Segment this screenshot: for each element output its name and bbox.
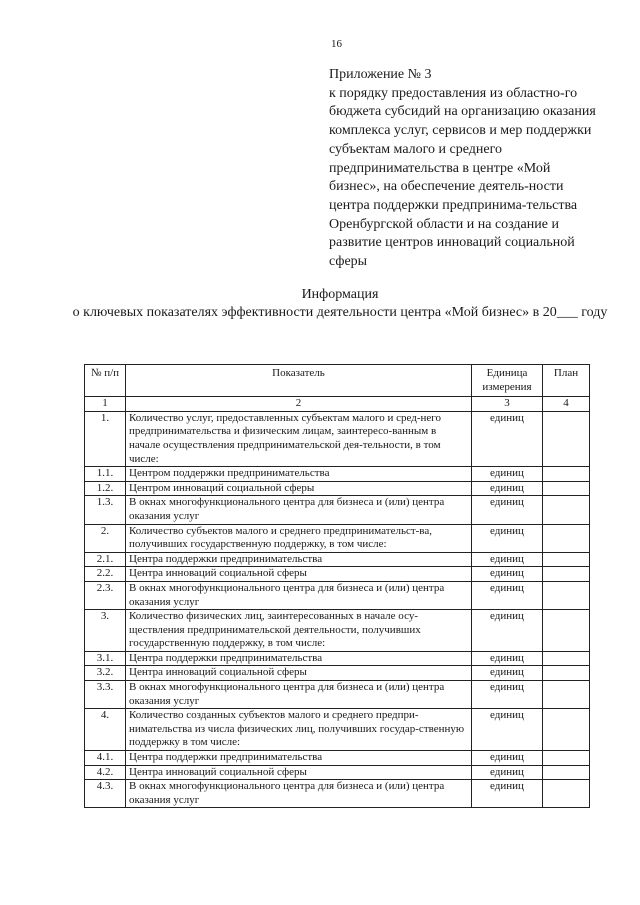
header-plan: План (543, 365, 590, 397)
row-plan (543, 610, 590, 652)
table-row (85, 666, 590, 681)
row-indicator: В окнах многофункционального центра для бизнеса и (или) центра оказания услуг (126, 681, 472, 709)
row-unit: единиц (472, 567, 543, 582)
row-plan (543, 411, 590, 466)
column-number-row (85, 397, 590, 412)
row-plan (543, 780, 590, 808)
row-indicator: Центром инноваций социальной сферы (126, 481, 472, 496)
row-plan (543, 467, 590, 482)
row-indicator: Количество субъектов малого и среднего предпринимательст-ва, получивших государственную поддержку, в том числе: (126, 524, 472, 552)
column-number: 3 (472, 397, 543, 412)
row-number: 1.1. (85, 467, 126, 482)
row-indicator: В окнах многофункционального центра для бизнеса и (или) центра оказания услуг (126, 581, 472, 609)
row-indicator: В окнах многофункционального центра для бизнеса и (или) центра оказания услуг (126, 780, 472, 808)
row-indicator: В окнах многофункционального центра для бизнеса и (или) центра оказания услуг (126, 496, 472, 524)
row-indicator: Количество услуг, предоставленных субъектам малого и сред-него предпринимательства и физическим лицам, заинтересо-ванным в начале осуществления предпринимательской дея-тельности, в том числе: (126, 411, 472, 466)
row-plan (543, 666, 590, 681)
row-number: 1.3. (85, 496, 126, 524)
row-unit: единиц (472, 681, 543, 709)
annex-block (329, 66, 599, 272)
header-number: № п/п (85, 365, 126, 397)
row-number: 2.3. (85, 581, 126, 609)
row-plan (543, 681, 590, 709)
row-unit: единиц (472, 496, 543, 524)
heading-subtitle: о ключевых показателях эффективности деятельности центра «Мой бизнес» в 20___ году (72, 304, 608, 320)
table-row (85, 552, 590, 567)
table-row (85, 411, 590, 466)
row-number: 2.1. (85, 552, 126, 567)
row-plan (543, 709, 590, 751)
row-number: 3.2. (85, 666, 126, 681)
table-row (85, 610, 590, 652)
annex-title: Приложение № 3 (329, 67, 432, 82)
table-row (85, 524, 590, 552)
row-indicator: Центра поддержки предпринимательства (126, 651, 472, 666)
table-body (85, 411, 590, 808)
table-row (85, 481, 590, 496)
row-number: 1. (85, 411, 126, 466)
row-plan (543, 765, 590, 780)
row-unit: единиц (472, 780, 543, 808)
row-number: 1.2. (85, 481, 126, 496)
row-unit: единиц (472, 524, 543, 552)
row-number: 3. (85, 610, 126, 652)
row-indicator: Центра поддержки предпринимательства (126, 552, 472, 567)
table-row (85, 651, 590, 666)
heading-title: Информация (301, 287, 379, 302)
row-plan (543, 651, 590, 666)
table-row (85, 581, 590, 609)
document-heading (60, 286, 620, 321)
column-number: 1 (85, 397, 126, 412)
row-plan (543, 552, 590, 567)
row-indicator: Центра инноваций социальной сферы (126, 666, 472, 681)
page-number: 16 (331, 38, 342, 50)
row-plan (543, 751, 590, 766)
row-unit: единиц (472, 666, 543, 681)
row-unit: единиц (472, 481, 543, 496)
table-row (85, 751, 590, 766)
row-unit: единиц (472, 765, 543, 780)
table-row (85, 709, 590, 751)
table-row (85, 496, 590, 524)
row-number: 2.2. (85, 567, 126, 582)
row-number: 4. (85, 709, 126, 751)
table-row (85, 567, 590, 582)
row-number: 4.1. (85, 751, 126, 766)
row-unit: единиц (472, 467, 543, 482)
table-header-row (85, 365, 590, 397)
row-number: 2. (85, 524, 126, 552)
annex-text: к порядку предоставления из областно-го бюджета субсидий на организацию оказания комплекса услуг, сервисов и мер поддержки субъектам малого и среднего предпринимательства в центре «Мой бизнес», на обеспечение деятель-ности центра поддержки предпринима-тельства Оренбургской области и на создание и развитие центров инноваций социальной сферы (329, 85, 596, 270)
row-indicator: Количество физических лиц, заинтересованных в начале осу-ществления предпринимательской деятельности, получивших государственную поддержку, в том числе: (126, 610, 472, 652)
row-number: 3.3. (85, 681, 126, 709)
row-unit: единиц (472, 411, 543, 466)
row-unit: единиц (472, 581, 543, 609)
table-row (85, 681, 590, 709)
row-plan (543, 524, 590, 552)
row-indicator: Центра инноваций социальной сферы (126, 765, 472, 780)
column-number: 2 (126, 397, 472, 412)
row-unit: единиц (472, 651, 543, 666)
row-number: 4.3. (85, 780, 126, 808)
row-number: 4.2. (85, 765, 126, 780)
row-unit: единиц (472, 552, 543, 567)
indicators-table (84, 364, 590, 808)
row-number: 3.1. (85, 651, 126, 666)
table-row (85, 765, 590, 780)
row-indicator: Центром поддержки предпринимательства (126, 467, 472, 482)
row-plan (543, 567, 590, 582)
row-plan (543, 581, 590, 609)
row-unit: единиц (472, 610, 543, 652)
row-unit: единиц (472, 751, 543, 766)
row-unit: единиц (472, 709, 543, 751)
column-number: 4 (543, 397, 590, 412)
table-row (85, 780, 590, 808)
header-unit: Единица измерения (472, 365, 543, 397)
header-indicator: Показатель (126, 365, 472, 397)
row-plan (543, 481, 590, 496)
row-plan (543, 496, 590, 524)
row-indicator: Количество созданных субъектов малого и среднего предпри-нимательства из числа физических лиц, получивших государ-ственную поддержку в том числе: (126, 709, 472, 751)
row-indicator: Центра инноваций социальной сферы (126, 567, 472, 582)
row-indicator: Центра поддержки предпринимательства (126, 751, 472, 766)
table-row (85, 467, 590, 482)
